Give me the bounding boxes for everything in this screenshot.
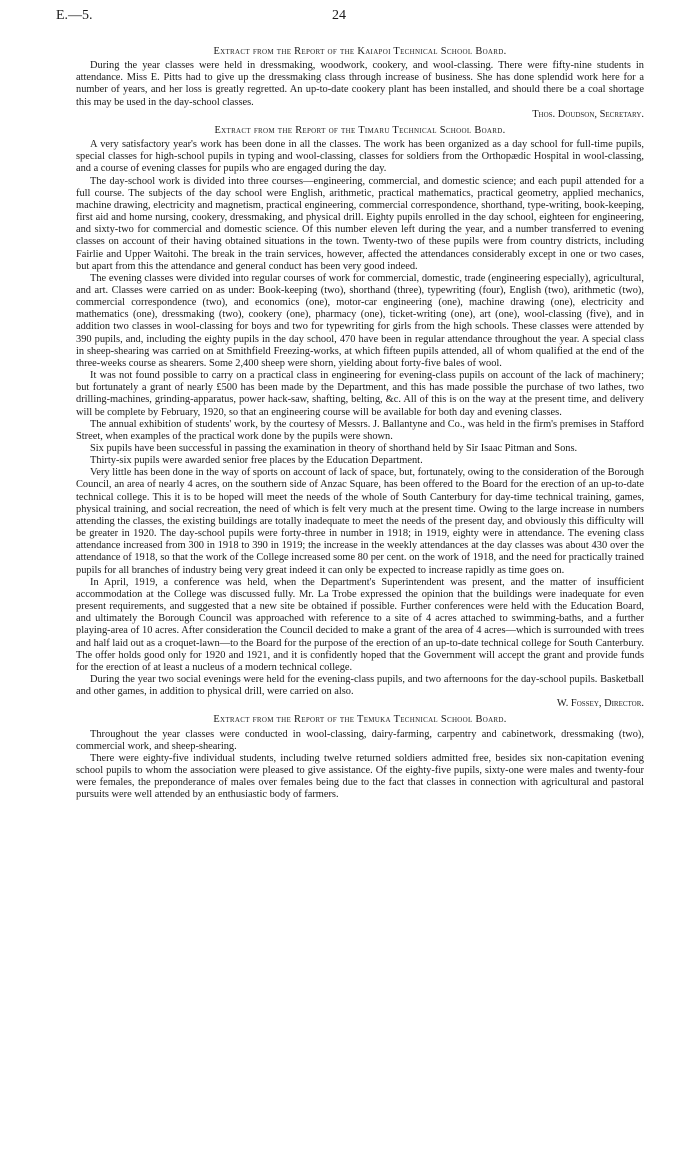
signature: Thos. Doudson, Secretary.: [532, 108, 644, 120]
paragraph: During the year two social evenings were held for the evening-class pupils, and two afternoons for the day-school pupils. Basketball and other games, in addition to physical drill, were carried on also.: [76, 673, 644, 698]
section-kaiapoi: [76, 46, 644, 121]
paragraph: In April, 1919, a conference was held, when the Department's Superintendent was present, and the matter of insufficient accommodation at the College was discussed fully. Mr. La Trobe expressed the opinion that the buildings were inadequate for even present requirements, and suggested that a new site be obtained if possible. Further conferences were held with the Education Board, and ultimately the Borough Council was approached with reference to a site of 4 acres attached to swimming-baths, and a further playing-area of 10 acres. After consideration the Council decided to make a grant of the area of 4 acres—which is surrounded with trees and half laid out as a croquet-lawn—to the Board for the purpose of the erection of an up-to-date technical college for South Canterbury. The offer holds good only for 1920 and 1921, and it is confidently hoped that the Government will accept the grant and provide funds for the erection of at least a nucleus of a modern technical college.: [76, 576, 645, 673]
page-number: 24: [332, 8, 346, 23]
paragraph: The annual exhibition of students' work, by the courtesy of Messrs. J. Ballantyne and Co., was held in the firm's premises in Stafford Street, when examples of the practical work done by the pupils were shown.: [76, 418, 644, 442]
section-timaru: [76, 125, 644, 711]
report-reference: E.—5.: [56, 8, 93, 23]
paragraph: There were eighty-five individual students, including twelve returned soldiers admitted free, besides six non-capitation evening school pupils to whom the association were pleased to give assistance. Of the eighty-five pupils, sixty-one were males and twenty-four were females, the preponderance of males over females being due to the fact that classes in connection with agricultural and pastoral pursuits were well attended by an enthusiastic body of farmers.: [76, 752, 644, 801]
section-temuka: [76, 714, 644, 801]
paragraph: A very satisfactory year's work has been done in all the classes. The work has been organized as a day school for full-time pupils, special classes for high-school pupils in typing and wool-classing, classes for soldiers from the Orthopædic Hospital in wool-classing, and a course of evening classes for pupils who are engaged during the day.: [76, 139, 644, 175]
section-heading: Extract from the Report of the Temuka Technical School Board.: [213, 714, 507, 726]
paragraph: The day-school work is divided into three courses—engineering, commercial, and domestic science; and each pupil attended for a full course. The subjects of the day school were English, arithmetic, practical mathematics, practical geometry, applied mechanics, machine drawing, electricity and magnetism, practical engineering, commercial correspondence, shorthand, type-writing, book-keeping, first aid and home nursing, cookery, dressmaking, and physical drill. Eighty pupils enrolled in the day school, eighteen for engineering, and sixty-two for commercial and domestic science. Of this number eleven left during the year, and a number transferred to evening classes on account of their having obtained situations in the town. Twenty-two of these pupils were from country districts, including Fairlie and Upper Waitohi. The break in the train services, however, affected the attendances considerably except in one or two cases, but apart from this the attendance and general conduct has been very good indeed.: [76, 175, 644, 272]
paragraph: Six pupils have been successful in passing the examination in theory of shorthand held by Sir Isaac Pitman and Sons.: [90, 443, 578, 454]
document-body: [76, 44, 644, 806]
paragraph: It was not found possible to carry on a practical class in engineering for evening-class pupils on account of the lack of machinery; but fortunately a grant of nearly £500 has been made by the Department, and this has made possible the purchase of two lathes, two drilling-machines, grinding-apparatus, power hack-saw, shafting, belting, &c. All of this is on the way at the present time, and delivery will be complete by February, 1920, so that an engineering course will be available for both day and evening classes.: [76, 370, 644, 418]
paragraph: Very little has been done in the way of sports on account of lack of space, but, fortunately, owing to the consideration of the Borough Council, an area of nearly 4 acres, on the southern side of Anzac Square, has been offered to the Board for the erection of an up-to-date technical college. This it is to be hoped will meet the needs of the whole of South Canterbury for day-time technical training, games, physical training, and social recreation, the need of which is felt very much at the present time. Owing to the large increase in numbers attending the classes, the existing buildings are totally inadequate to meet the needs of the present day, and obviously this difficulty will be greater in 1920. The day-school pupils were forty-three in number in 1918; in 1919, eighty were in attendance. The evening class attendance increased from 300 in 1918 to 390 in 1919; the increase in the weekly attendances at the day classes was about 430 over the attendance of 1918, so that the work of the College increased some 80 per cent. on the work of 1918, and the need for practically trained pupils for all branches of industry being very great indeed it can only be expected to increase rapidly as time goes on.: [76, 467, 644, 576]
paragraph: Thirty-six pupils were awarded senior free places by the Education Department.: [90, 455, 423, 467]
paragraph: Throughout the year classes were conducted in wool-classing, dairy-farming, carpentry and cabinetwork, dressmaking (two), commercial work, and sheep-shearing.: [76, 728, 644, 752]
section-heading: Extract from the Report of the Timaru Technical School Board.: [214, 124, 506, 136]
signature: W. Fossey, Director.: [556, 698, 644, 710]
paragraph: The evening classes were divided into regular courses of work for commercial, domestic, trade (engineering especially), agricultural, and art. Classes were carried on as under: Book-keeping (two), shorthand (three), typewriting (four), English (two), arithmetic (two), commercial correspondence (two), and economics (one), motor-car engineering (one), machine drawing (one), electricity and mathematics (one), dressmaking (two), cookery (one), pharmacy (one), ticket-writing (one), art (one), wool-classing (five), and in addition two classes in wool-classing for boys and two for typewriting for girls from the high schools. These classes were attended by 390 pupils, and, including the eighty pupils in the day school, 470 have been in regular attendance throughout the year. A special class in sheep-shearing was carried on at Smithfield Freezing-works, at which fifteen pupils attended, all of whom qualified at the end of the three-weeks course as shearers. Some 2,400 sheep were shorn, yielding about forty-five bales of wool.: [76, 272, 644, 369]
page-header: [0, 8, 700, 30]
paragraph: During the year classes were held in dressmaking, woodwork, cookery, and wool-classing. There were fifty-nine students in attendance. Miss E. Pitts had to give up the dressmaking class through increase of business. She has done splendid work here for a number of years, and her loss is greatly regretted. An up-to-date cookery plant has been installed, and should there be a coal shortage this may be used in the day-school classes.: [76, 60, 644, 108]
section-heading: Extract from the Report of the Kaiapoi Technical School Board.: [213, 46, 507, 57]
